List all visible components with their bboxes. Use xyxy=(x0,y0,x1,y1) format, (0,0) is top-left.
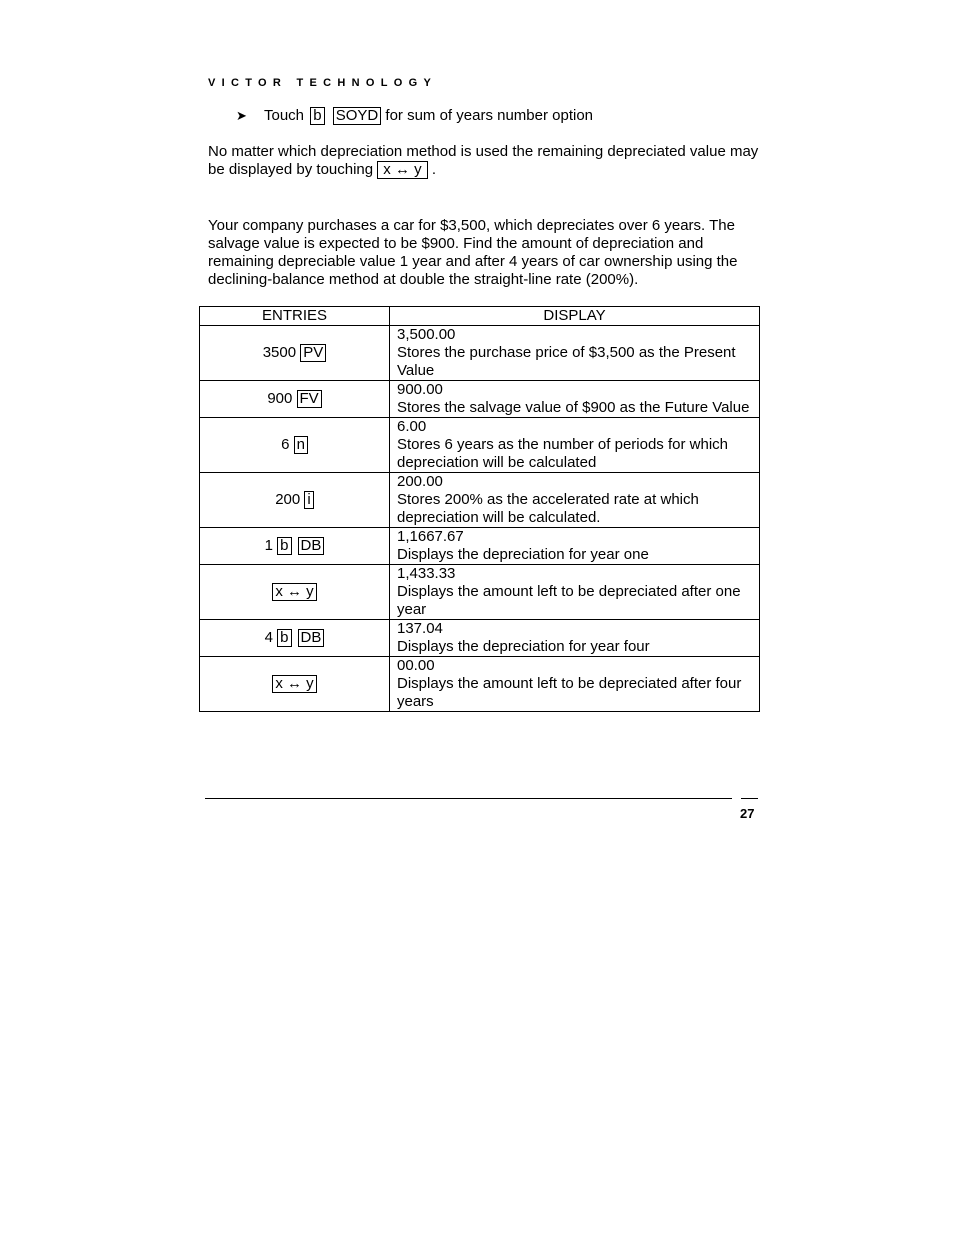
display-cell xyxy=(390,528,760,565)
arrow-bullet-icon: ➤ xyxy=(236,108,247,123)
display-header: DISPLAY xyxy=(390,307,760,326)
display-cell xyxy=(390,473,760,528)
key-b: b xyxy=(310,107,324,125)
entries-display-table xyxy=(199,306,760,712)
table-row xyxy=(200,381,760,418)
display-value: 00.00 xyxy=(397,657,435,674)
display-value: 1,1667.67 xyxy=(397,528,464,545)
entries-header: ENTRIES xyxy=(200,307,390,326)
display-cell xyxy=(390,620,760,657)
display-description: Stores 6 years as the number of periods for which depreciation will be calculated xyxy=(397,436,728,471)
display-value: 1,433.33 xyxy=(397,565,456,582)
display-value: 200.00 xyxy=(397,473,443,490)
bullet-text-before: Touch xyxy=(264,107,305,124)
entry-number: 4 xyxy=(264,629,273,646)
entry-key: PV xyxy=(300,344,326,362)
entry-cell xyxy=(200,565,390,620)
entry-key: FV xyxy=(297,390,322,408)
entry-number: 3500 xyxy=(262,344,297,361)
display-value: 6.00 xyxy=(397,418,427,435)
display-cell xyxy=(390,418,760,473)
entry-cell xyxy=(200,418,390,473)
display-cell xyxy=(390,381,760,418)
paragraph1-end: . xyxy=(431,161,436,178)
entry-key: x ↔ y xyxy=(272,675,316,693)
entry-cell xyxy=(200,473,390,528)
entry-key-secondary: DB xyxy=(298,537,325,555)
table-row xyxy=(200,620,760,657)
table-row xyxy=(200,473,760,528)
entry-number: 6 xyxy=(281,436,290,453)
display-value: 900.00 xyxy=(397,381,443,398)
table-header-row xyxy=(200,307,760,326)
display-value: 3,500.00 xyxy=(397,326,456,343)
entry-cell xyxy=(200,381,390,418)
display-value: 137.04 xyxy=(397,620,443,637)
footer-rule-short xyxy=(741,798,758,799)
display-description: Stores the salvage value of $900 as the Future Value xyxy=(397,399,750,416)
key-soyd: SOYD xyxy=(333,107,382,125)
display-description: Stores the purchase price of $3,500 as the Present Value xyxy=(397,344,736,379)
display-description: Displays the depreciation for year one xyxy=(397,546,649,563)
bullet-text-after: for sum of years number option xyxy=(385,107,594,124)
running-header: VICTOR TECHNOLOGY xyxy=(208,77,438,89)
entry-key: b xyxy=(277,537,291,555)
entry-key: x ↔ y xyxy=(272,583,316,601)
display-description: Displays the amount left to be depreciated after one year xyxy=(397,583,741,618)
entry-cell xyxy=(200,620,390,657)
entry-cell xyxy=(200,326,390,381)
display-cell xyxy=(390,326,760,381)
entry-number: 900 xyxy=(267,390,293,407)
table-row xyxy=(200,565,760,620)
entry-key: b xyxy=(277,629,291,647)
entry-key-secondary: DB xyxy=(298,629,325,647)
display-cell xyxy=(390,565,760,620)
entry-number: 200 xyxy=(275,491,301,508)
display-description: Stores 200% as the accelerated rate at which depreciation will be calculated. xyxy=(397,491,699,526)
table-row xyxy=(200,657,760,712)
footer-rule xyxy=(205,798,732,799)
entry-cell xyxy=(200,528,390,565)
key-x-swap-y: x ↔ y xyxy=(377,161,427,179)
paragraph-display-remaining xyxy=(208,143,768,179)
table-row xyxy=(200,418,760,473)
paragraph1-text: No matter which depreciation method is used the remaining depreciated value may be displayed by touching xyxy=(208,143,759,178)
table-row xyxy=(200,326,760,381)
display-cell xyxy=(390,657,760,712)
display-description: Displays the depreciation for year four xyxy=(397,638,650,655)
page-number: 27 xyxy=(740,806,755,821)
display-description: Displays the amount left to be depreciated after four years xyxy=(397,675,742,710)
table-row xyxy=(200,528,760,565)
entry-number: 1 xyxy=(264,537,273,554)
bullet-instruction xyxy=(236,107,593,125)
entry-key: i xyxy=(304,491,313,509)
entry-key: n xyxy=(294,436,308,454)
entry-cell xyxy=(200,657,390,712)
paragraph-example: Your company purchases a car for $3,500, which depreciates over 6 years. The salvage value is expected to be $900. Find the amount of depreciation and remaining depreciable value 1 year and after 4 years of car ownership using the declining-balance method at double the straight-line rate (200%). xyxy=(208,217,738,288)
